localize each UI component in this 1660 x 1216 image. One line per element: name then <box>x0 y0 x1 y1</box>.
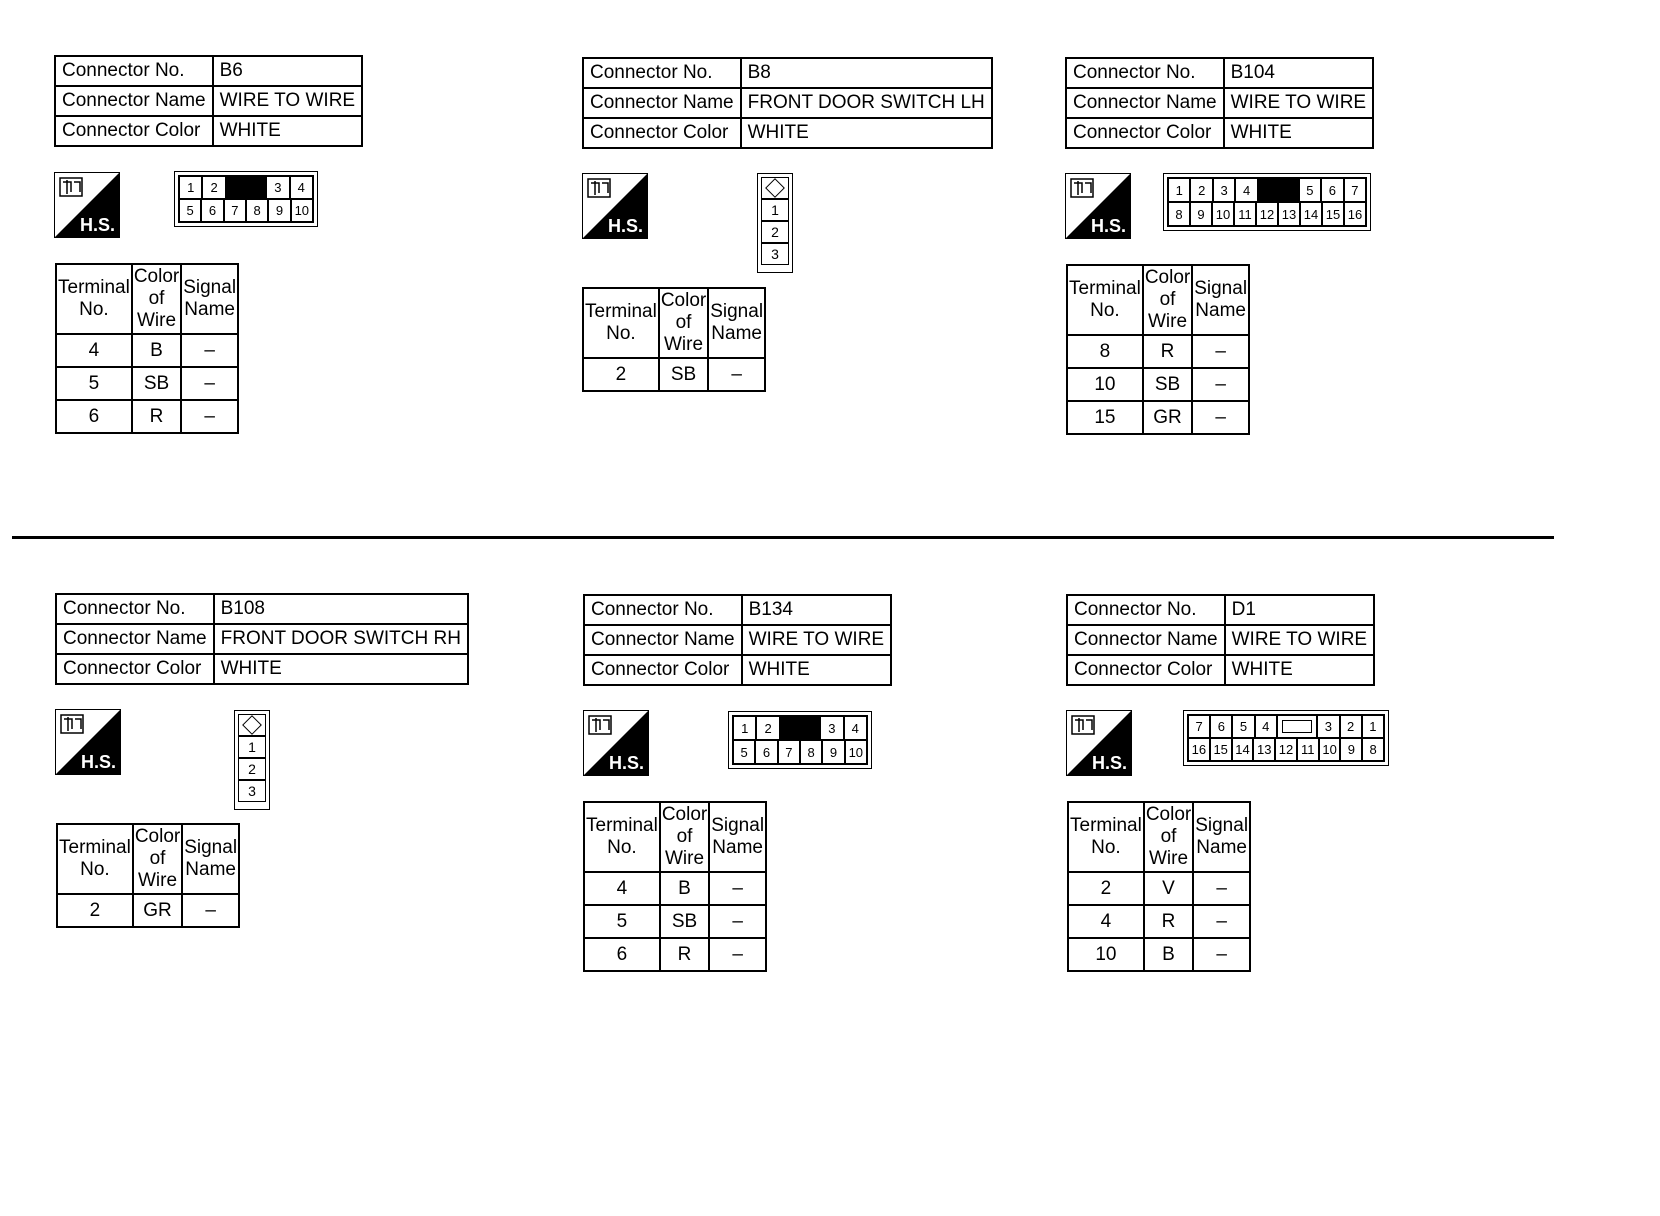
pin: 5 <box>179 199 201 222</box>
header-color-of-wire: Color of Wire <box>1144 802 1193 872</box>
pin: 3 <box>238 780 266 802</box>
label-connector-color: Connector Color <box>1067 655 1225 685</box>
connector-info-table <box>582 57 993 149</box>
pin: 14 <box>1232 738 1254 761</box>
pin: 7 <box>224 199 246 222</box>
hs-harness-side-icon <box>582 173 648 239</box>
connector-info-table <box>583 594 892 686</box>
connector-face-b8 <box>757 173 793 273</box>
pin: 10 <box>1212 202 1234 226</box>
pin: 9 <box>1190 202 1212 226</box>
label-connector-no: Connector No. <box>1067 595 1225 625</box>
connector-key <box>780 716 820 740</box>
pin: 12 <box>1256 202 1278 226</box>
table-row: 2 SB – <box>583 358 765 391</box>
table-row: 15 GR – <box>1067 401 1249 434</box>
pin: 3 <box>266 176 289 199</box>
connector-face-b134 <box>728 711 872 769</box>
label-connector-no: Connector No. <box>1066 58 1224 88</box>
pin: 1 <box>179 176 202 199</box>
label-connector-color: Connector Color <box>56 654 214 684</box>
connector-key <box>1277 715 1317 738</box>
table-row: 4 R – <box>1068 905 1250 938</box>
table-row: 2 V – <box>1068 872 1250 905</box>
svg-text:H.S.: H.S. <box>608 216 644 236</box>
section-divider <box>12 536 1554 539</box>
header-color-of-wire: Color of Wire <box>133 824 182 894</box>
terminal-table <box>55 263 239 434</box>
label-connector-name: Connector Name <box>1067 625 1225 655</box>
svg-text:H.S.: H.S. <box>81 752 117 772</box>
terminal-table <box>1067 801 1251 972</box>
table-row: 10 B – <box>1068 938 1250 971</box>
pin: 4 <box>1255 715 1277 738</box>
pin: 4 <box>844 716 867 740</box>
pin: 9 <box>268 199 290 222</box>
label-connector-name: Connector Name <box>1066 88 1224 118</box>
connector-color-value: WHITE <box>742 655 891 685</box>
pin: 10 <box>845 740 867 764</box>
table-row: 2 GR – <box>57 894 239 927</box>
connector-no-value: B6 <box>213 56 362 86</box>
pin: 7 <box>1344 178 1366 202</box>
svg-text:H.S.: H.S. <box>1091 216 1127 236</box>
table-row: 4 B – <box>584 872 766 905</box>
pin: 3 <box>1213 178 1235 202</box>
label-connector-name: Connector Name <box>584 625 742 655</box>
connector-color-value: WHITE <box>213 116 362 146</box>
label-connector-name: Connector Name <box>583 88 741 118</box>
pin: 2 <box>761 221 789 243</box>
header-signal-name: Signal Name <box>181 264 238 334</box>
pin: 7 <box>778 740 800 764</box>
hs-harness-side-icon <box>583 710 649 776</box>
pin: 9 <box>822 740 844 764</box>
connector-info-table <box>54 55 363 147</box>
pin: 9 <box>1340 738 1362 761</box>
pin: 6 <box>1210 715 1232 738</box>
terminal-table <box>56 823 240 928</box>
table-row: 10 SB – <box>1067 368 1249 401</box>
label-connector-name: Connector Name <box>55 86 213 116</box>
pin: 3 <box>1317 715 1339 738</box>
pin: 2 <box>238 758 266 780</box>
connector-no-value: B8 <box>741 58 992 88</box>
pin: 13 <box>1278 202 1300 226</box>
connector-face-b104 <box>1163 173 1371 231</box>
hs-harness-side-icon <box>55 709 121 775</box>
header-terminal-no: Terminal No. <box>56 264 132 334</box>
connector-info-table <box>55 593 469 685</box>
pin: 7 <box>1188 715 1210 738</box>
label-connector-no: Connector No. <box>584 595 742 625</box>
pin: 6 <box>201 199 223 222</box>
connector-color-value: WHITE <box>741 118 992 148</box>
connector-info-table <box>1065 57 1374 149</box>
pin: 12 <box>1275 738 1297 761</box>
pin: 1 <box>238 736 266 758</box>
label-connector-no: Connector No. <box>583 58 741 88</box>
connector-name-value: FRONT DOOR SWITCH LH <box>741 88 992 118</box>
pin: 6 <box>755 740 777 764</box>
header-terminal-no: Terminal No. <box>1067 265 1143 335</box>
connector-info-table <box>1066 594 1375 686</box>
pin: 1 <box>761 199 789 221</box>
pin: 3 <box>820 716 843 740</box>
label-connector-color: Connector Color <box>583 118 741 148</box>
svg-text:H.S.: H.S. <box>609 753 645 773</box>
terminal-table <box>582 287 766 392</box>
pin: 1 <box>1362 715 1384 738</box>
label-connector-name: Connector Name <box>56 624 214 654</box>
pin: 11 <box>1234 202 1256 226</box>
connector-no-value: B104 <box>1224 58 1373 88</box>
label-connector-no: Connector No. <box>56 594 214 624</box>
pin: 15 <box>1322 202 1344 226</box>
svg-text:H.S.: H.S. <box>80 215 116 235</box>
header-terminal-no: Terminal No. <box>584 802 660 872</box>
pin: 4 <box>1235 178 1257 202</box>
pin: 2 <box>202 176 225 199</box>
pin: 8 <box>246 199 268 222</box>
connector-face-b6 <box>174 171 318 227</box>
pin: 16 <box>1344 202 1366 226</box>
header-signal-name: Signal Name <box>708 288 765 358</box>
header-color-of-wire: Color of Wire <box>1143 265 1192 335</box>
label-connector-color: Connector Color <box>584 655 742 685</box>
connector-no-value: B134 <box>742 595 891 625</box>
pin: 1 <box>1168 178 1190 202</box>
table-row: 5 SB – <box>584 905 766 938</box>
pin: 3 <box>761 243 789 265</box>
pin: 8 <box>1362 738 1384 761</box>
header-color-of-wire: Color of Wire <box>660 802 709 872</box>
pin: 5 <box>1232 715 1254 738</box>
label-connector-color: Connector Color <box>1066 118 1224 148</box>
pin: 14 <box>1300 202 1322 226</box>
pin: 4 <box>290 176 313 199</box>
orientation-diamond <box>761 177 789 199</box>
table-row: 4 B – <box>56 334 238 367</box>
label-connector-color: Connector Color <box>55 116 213 146</box>
header-color-of-wire: Color of Wire <box>132 264 181 334</box>
hs-harness-side-icon <box>1066 710 1132 776</box>
pin: 15 <box>1210 738 1232 761</box>
header-signal-name: Signal Name <box>1192 265 1249 335</box>
hs-harness-side-icon <box>54 172 120 238</box>
pin: 2 <box>1340 715 1362 738</box>
connector-name-value: WIRE TO WIRE <box>1224 88 1373 118</box>
connector-key <box>226 176 266 199</box>
pin: 13 <box>1253 738 1275 761</box>
table-row: 5 SB – <box>56 367 238 400</box>
header-signal-name: Signal Name <box>709 802 766 872</box>
pin: 1 <box>733 716 756 740</box>
connector-no-value: D1 <box>1225 595 1374 625</box>
connector-face-b108 <box>234 710 270 810</box>
table-row: 8 R – <box>1067 335 1249 368</box>
pin: 16 <box>1188 738 1210 761</box>
pin: 11 <box>1297 738 1319 761</box>
connector-name-value: WIRE TO WIRE <box>213 86 362 116</box>
header-signal-name: Signal Name <box>182 824 239 894</box>
header-terminal-no: Terminal No. <box>583 288 659 358</box>
header-color-of-wire: Color of Wire <box>659 288 708 358</box>
pin: 8 <box>1168 202 1190 226</box>
header-terminal-no: Terminal No. <box>57 824 133 894</box>
connector-face-d1 <box>1183 710 1389 766</box>
table-row: 6 R – <box>56 400 238 433</box>
connector-color-value: WHITE <box>1225 655 1374 685</box>
hs-harness-side-icon <box>1065 173 1131 239</box>
connector-key <box>1258 178 1299 202</box>
connector-name-value: WIRE TO WIRE <box>742 625 891 655</box>
pin: 6 <box>1321 178 1343 202</box>
header-terminal-no: Terminal No. <box>1068 802 1144 872</box>
pin: 5 <box>733 740 755 764</box>
connector-color-value: WHITE <box>214 654 468 684</box>
table-row: 6 R – <box>584 938 766 971</box>
pin: 5 <box>1299 178 1321 202</box>
svg-text:H.S.: H.S. <box>1092 753 1128 773</box>
pin: 2 <box>756 716 779 740</box>
connector-name-value: WIRE TO WIRE <box>1225 625 1374 655</box>
connector-name-value: FRONT DOOR SWITCH RH <box>214 624 468 654</box>
pin: 2 <box>1190 178 1212 202</box>
pin: 10 <box>1319 738 1341 761</box>
connector-no-value: B108 <box>214 594 468 624</box>
terminal-table <box>583 801 767 972</box>
pin: 10 <box>291 199 313 222</box>
orientation-diamond <box>238 714 266 736</box>
label-connector-no: Connector No. <box>55 56 213 86</box>
connector-color-value: WHITE <box>1224 118 1373 148</box>
pin: 8 <box>800 740 822 764</box>
header-signal-name: Signal Name <box>1193 802 1250 872</box>
terminal-table <box>1066 264 1250 435</box>
